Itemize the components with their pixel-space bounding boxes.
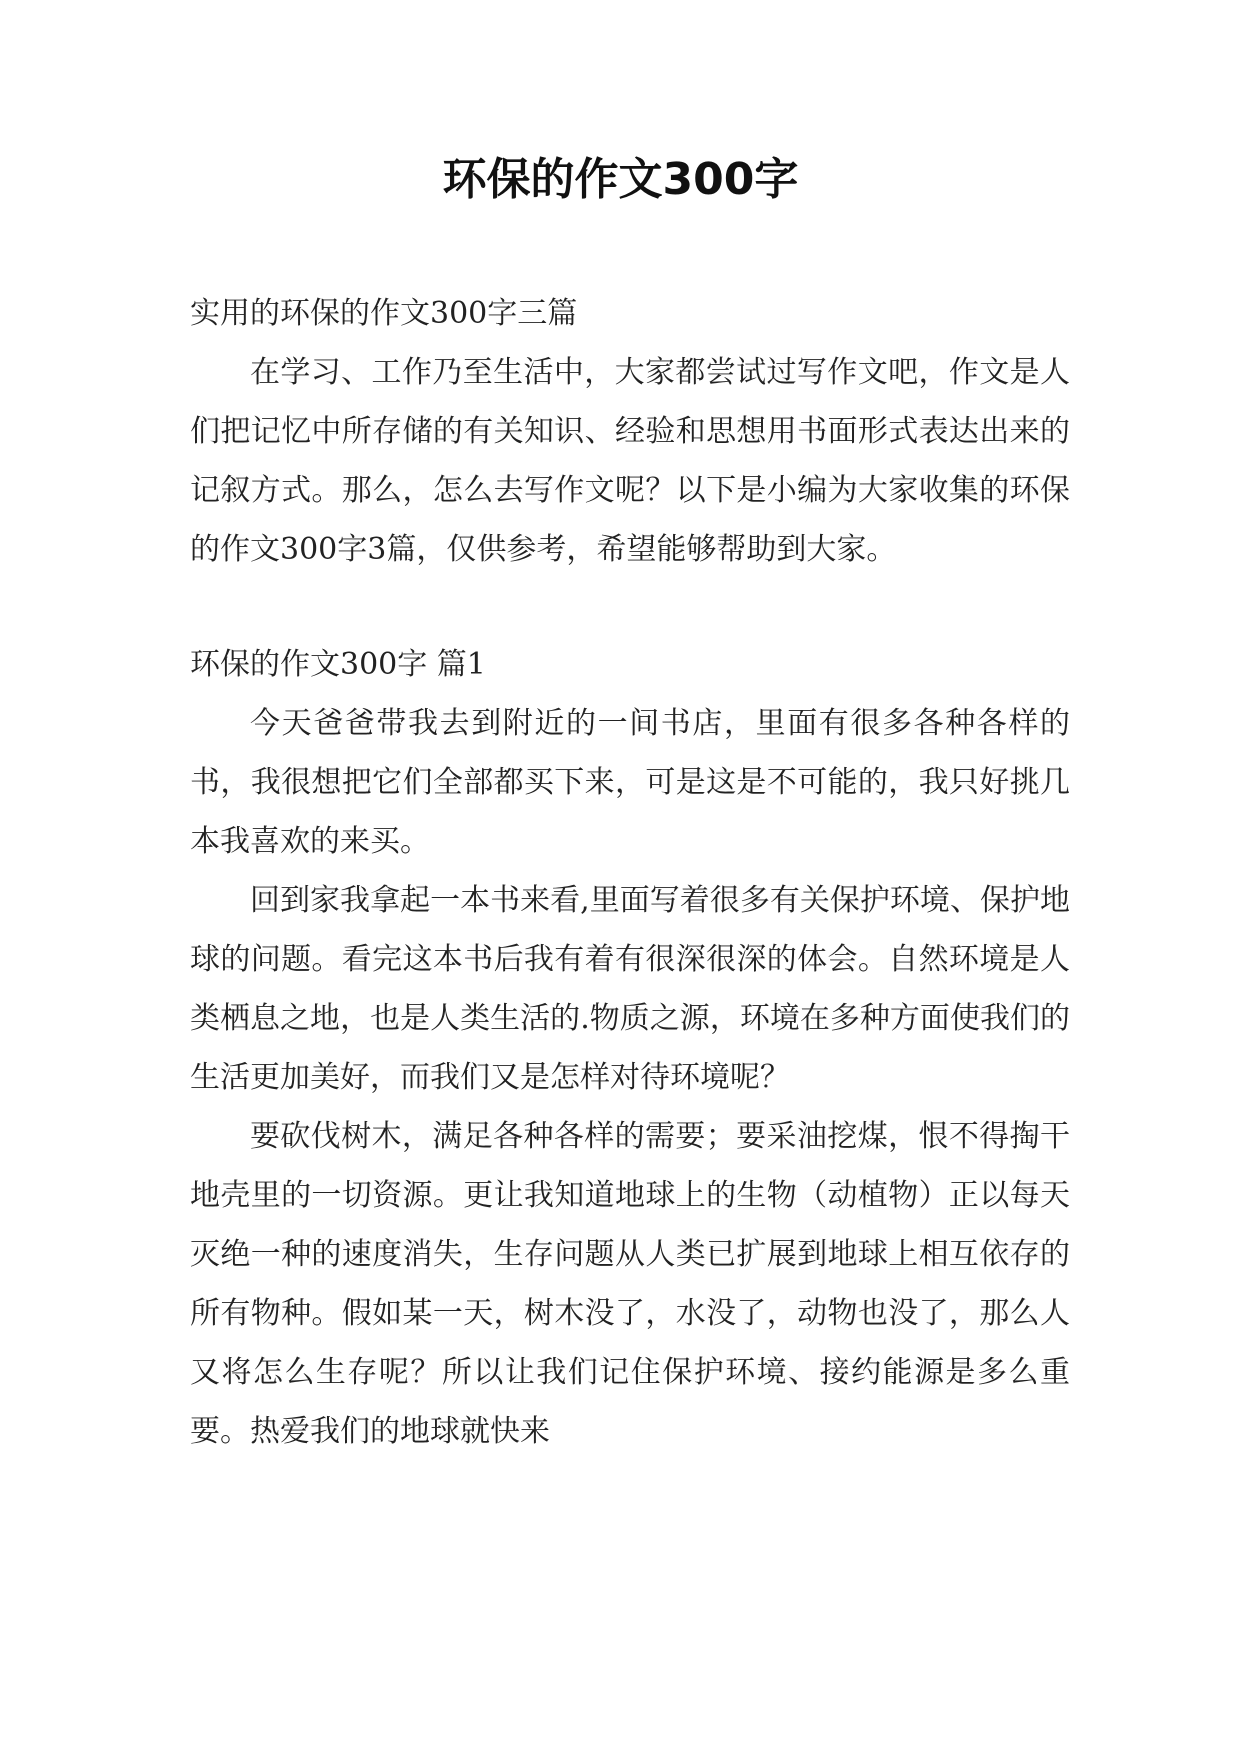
intro-heading: 实用的环保的作文300字三篇 xyxy=(190,296,578,331)
document-body xyxy=(190,284,1070,1461)
essay1-paragraph: 回到家我拿起一本书来看,里面写着很多有关保护环境、保护地球的问题。看完这本书后我有着有很深很深的体会。自然环境是人类栖息之地，也是人类生活的.物质之源，环境在多种方面使我们的生活更加美好，而我们又是怎样对待环境呢？ xyxy=(190,883,1070,1095)
document-title: 环保的作文300字 xyxy=(442,154,799,205)
essay1-heading: 环保的作文300字 篇1 xyxy=(190,647,486,682)
intro-paragraph: 在学习、工作乃至生活中，大家都尝试过写作文吧，作文是人们把记忆中所存储的有关知识、经验和思想用书面形式表达出来的记叙方式。那么，怎么去写作文呢？以下是小编为大家收集的环保的作文300字3篇，仅供参考，希望能够帮助到大家。 xyxy=(190,355,1070,567)
essay1-paragraph: 要砍伐树木，满足各种各样的需要；要采油挖煤，恨不得掏干地壳里的一切资源。更让我知道地球上的生物（动植物）正以每天灭绝一种的速度消失，生存问题从人类已扩展到地球上相互依存的所有物种。假如某一天，树木没了，水没了，动物也没了，那么人又将怎么生存呢？所以让我们记住保护环境、接约能源是多么重要。热爱我们的地球就快来 xyxy=(190,1119,1070,1449)
essay1-paragraph: 今天爸爸带我去到附近的一间书店，里面有很多各种各样的书，我很想把它们全部都买下来，可是这是不可能的，我只好挑几本我喜欢的来买。 xyxy=(190,706,1070,859)
section-spacer xyxy=(190,579,1070,635)
